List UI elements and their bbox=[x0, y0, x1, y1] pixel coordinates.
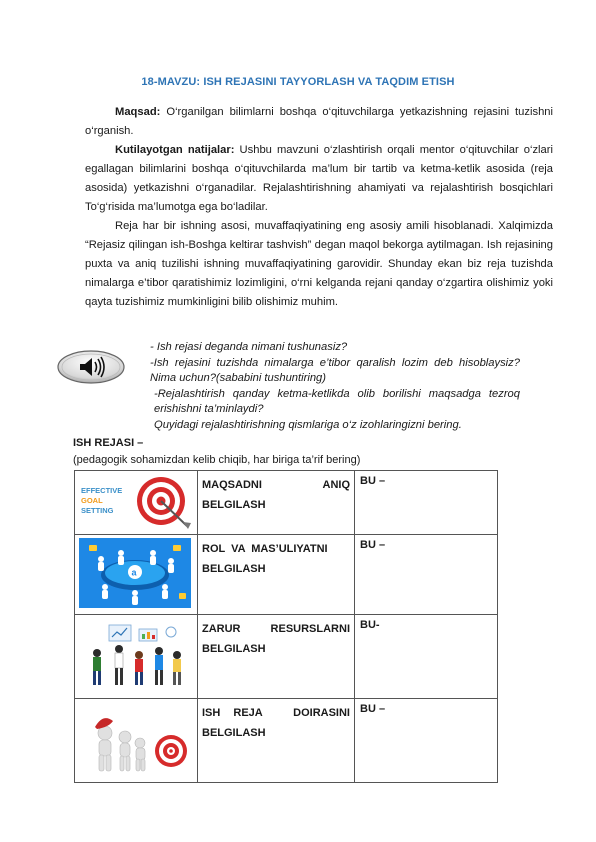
table-row bbox=[75, 615, 498, 699]
question-1: - Ish rejasi deganda nimani tushunasiz? bbox=[150, 341, 348, 353]
task-cell: ZARUR RESURSLARNI BELGILASH bbox=[198, 615, 355, 699]
discussion-questions bbox=[150, 340, 520, 433]
goal-paragraph bbox=[85, 103, 553, 141]
goal-setting-illustration bbox=[75, 471, 198, 535]
people-icon bbox=[75, 615, 195, 695]
table-row bbox=[75, 471, 498, 535]
outcomes-label: Kutilayotgan natijalar: bbox=[115, 144, 235, 156]
answer-cell: BU- bbox=[355, 615, 498, 699]
task-cell: ISH REJA DOIRASINI BELGILASH bbox=[198, 699, 355, 783]
answer-cell: BU – bbox=[355, 535, 498, 615]
svg-text:EFFECTIVE: EFFECTIVE bbox=[81, 486, 123, 495]
answer-cell: BU – bbox=[355, 699, 498, 783]
intro-text bbox=[85, 103, 553, 312]
table-row bbox=[75, 699, 498, 783]
outcomes-text: Ushbu mavzuni o‘zlashtirish orqali mentor o‘qituvchilar o‘zlari egallagan bilimlarini boshqa o‘qituvchilarda ma’lum bir tartib va ketma-ketlik asosida (reja asosida) yetkazishni o‘rganadilar. Rejalashtirishning ahamiyati va rejalashtirish bosqichlari To‘g‘risida ma’lumotga ega bo‘ladilar. bbox=[85, 144, 553, 213]
target-icon bbox=[75, 471, 195, 531]
plan-importance-paragraph: Reja har bir ishning asosi, muvaffaqiyatining eng asosiy amili hisoblanadi. Xalqimizda “Rejasiz qilingan ish-Boshga keltirar tashvish” degan maqol bekorga aytilmagan. Ish rejasining puxta va aniq tuzilishi ishning muvaffaqiyatining garovidir. Shunday ekan biz reja tuzishda nimalarga e’tibor qaratishimiz lozimligini, o‘rni kelganda rejani qanday o‘zgartira olishimiz yoki qayta tuzishimiz mumkinligini bilib olishimiz muhim. bbox=[85, 220, 553, 308]
answer-cell: BU – bbox=[355, 471, 498, 535]
speaker-icon bbox=[56, 349, 126, 385]
team-icon bbox=[75, 535, 195, 611]
question-2: -Ish rejasini tuzishda nimalarga e’tibor qaralish lozim deb hisoblaysiz? Nima uchun?(sababini tushuntiring) bbox=[150, 356, 520, 384]
task-cell: ROL VA MAS’ULIYATNI BELGILASH bbox=[198, 535, 355, 615]
table-row bbox=[75, 535, 498, 615]
plan-table bbox=[74, 470, 498, 783]
task-cell: MAQSADNI ANIQ BELGILASH bbox=[198, 471, 355, 535]
resources-illustration bbox=[75, 615, 198, 699]
goal-label: Maqsad: bbox=[115, 106, 161, 118]
figures-target-icon bbox=[75, 699, 195, 779]
plan-title: ISH REJASI – bbox=[73, 437, 144, 449]
svg-text:a: a bbox=[131, 567, 137, 578]
page-title: 18-MAVZU: ISH REJASINI TAYYORLASH VA TAQDIM ETISH bbox=[141, 76, 455, 88]
question-4: Quyidagi rejalashtirishning qismlariga o‘z izohlaringizni bering. bbox=[154, 418, 462, 431]
svg-text:SETTING: SETTING bbox=[81, 506, 114, 515]
goal-text: O‘rganilgan bilimlarni boshqa o‘qituvchilarga yetkazishning rejasini tuzishni o‘rganish. bbox=[85, 106, 553, 137]
outcomes-paragraph bbox=[85, 141, 553, 217]
roles-illustration bbox=[75, 535, 198, 615]
svg-text:GOAL: GOAL bbox=[81, 496, 103, 505]
question-3: -Rejalashtirish qanday ketma-ketlikda olib borilishi maqsadga tezroq erishishni ta’minlaydi? bbox=[154, 387, 520, 415]
scope-illustration bbox=[75, 699, 198, 783]
plan-subtitle: (pedagogik sohamizdan kelib chiqib, har biriga ta’rif bering) bbox=[73, 454, 361, 466]
